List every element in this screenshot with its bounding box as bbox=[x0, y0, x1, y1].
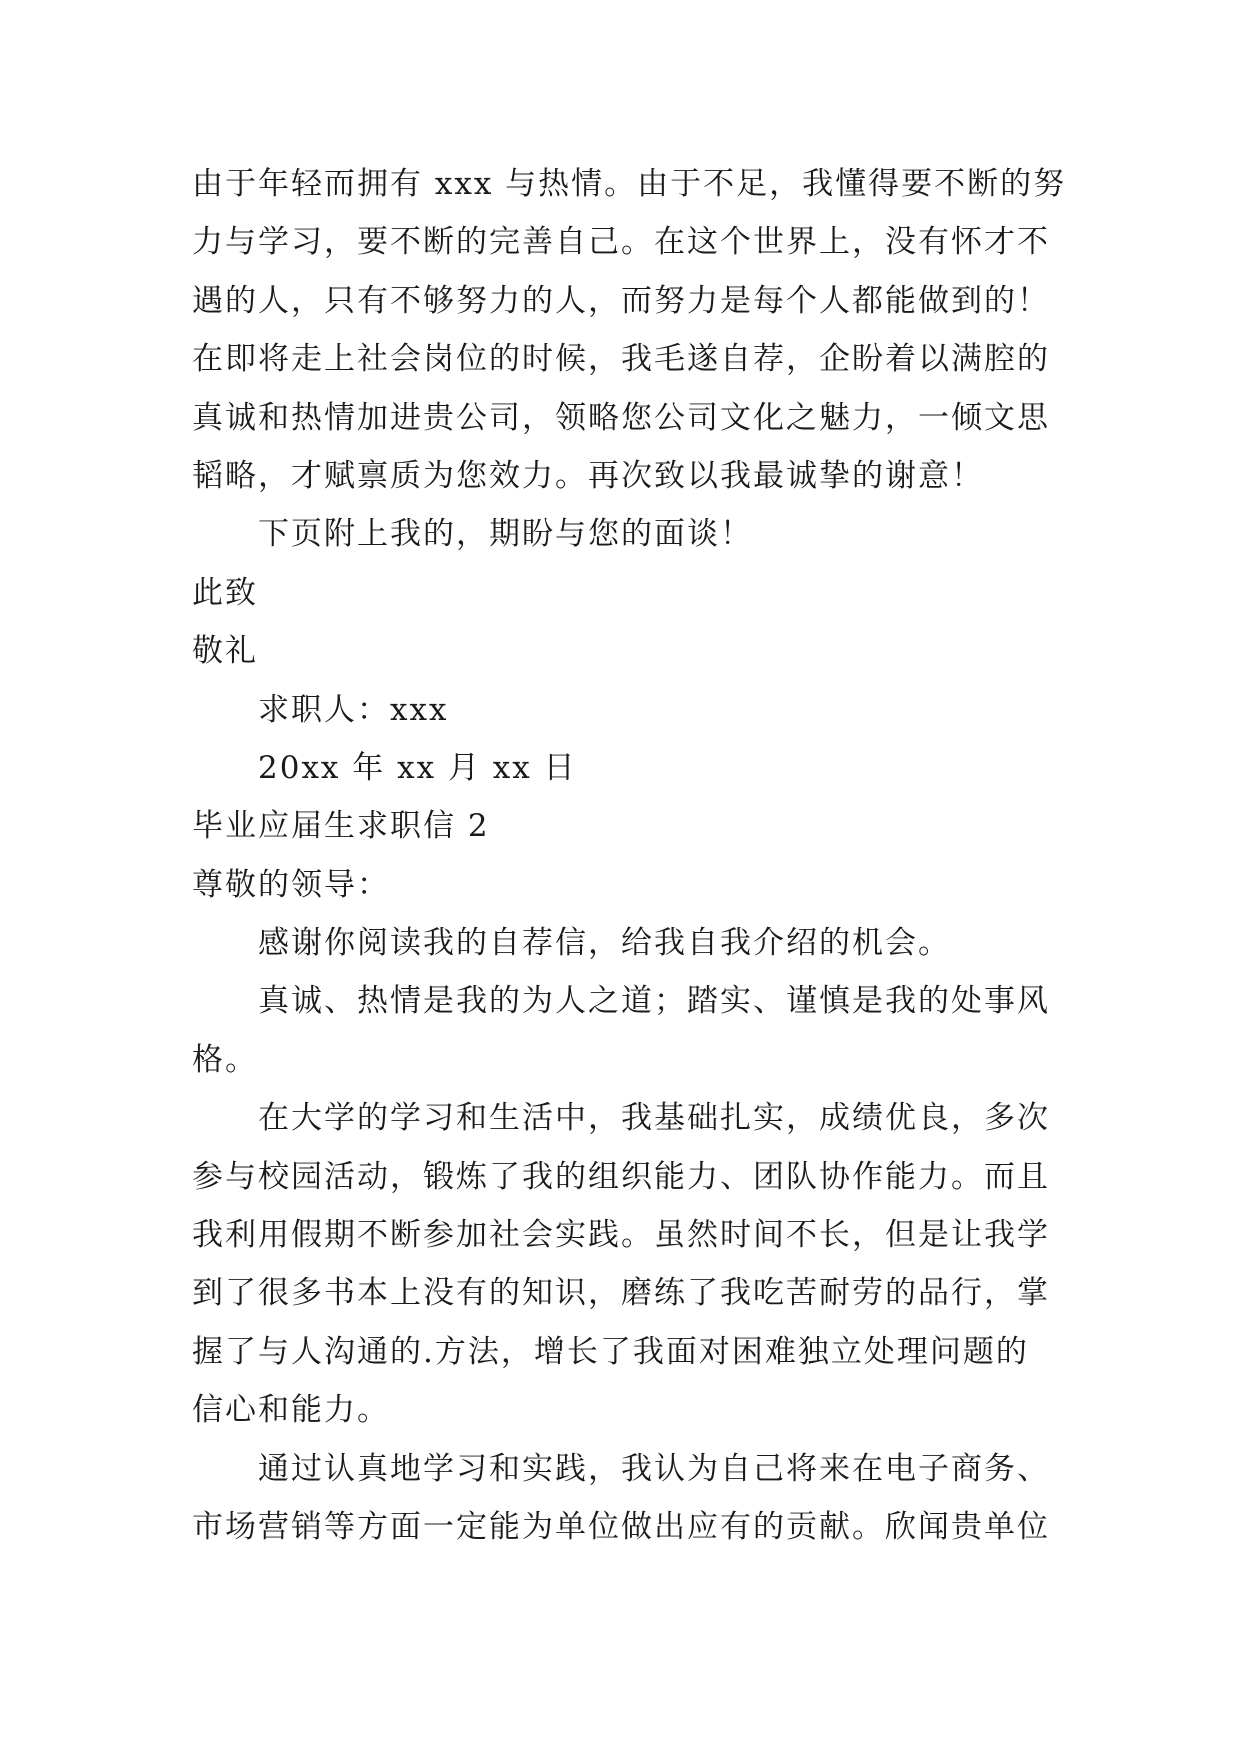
text-line: 由于年轻而拥有 xxx 与热情。由于不足，我懂得要不断的努 bbox=[192, 166, 1067, 202]
text-line: 韬略，才赋禀质为您效力。再次致以我最诚挚的谢意！ bbox=[192, 457, 984, 494]
text-line: 市场营销等方面一定能为单位做出应有的贡献。欣闻贵单位 bbox=[192, 1508, 1050, 1545]
text-line: 真诚、热情是我的为人之道；踏实、谨慎是我的处事风 bbox=[258, 983, 1050, 1020]
text-line: 感谢你阅读我的自荐信，给我自我介绍的机会。 bbox=[258, 925, 951, 962]
text-line: 敬礼 bbox=[192, 633, 258, 670]
text-line: 通过认真地学习和实践，我认为自己将来在电子商务、 bbox=[258, 1450, 1050, 1487]
text-line: 在即将走上社会岗位的时候，我毛遂自荐，企盼着以满腔的 bbox=[192, 341, 1050, 378]
text-line: 格。 bbox=[192, 1041, 258, 1078]
text-line: 此致 bbox=[192, 574, 258, 611]
text-line: 毕业应届生求职信 2 bbox=[192, 808, 490, 845]
text-line: 在大学的学习和生活中，我基础扎实，成绩优良，多次 bbox=[258, 1100, 1050, 1137]
text-line: 尊敬的领导： bbox=[192, 866, 390, 903]
text-line: 20xx 年 xx 月 xx 日 bbox=[258, 749, 577, 786]
text-line: 握了与人沟通的.方法，增长了我面对困难独立处理问题的 bbox=[192, 1333, 1029, 1370]
text-line: 力与学习，要不断的完善自己。在这个世界上，没有怀才不 bbox=[192, 224, 1050, 261]
text-line: 遇的人，只有不够努力的人，而努力是每个人都能做到的！ bbox=[192, 282, 1050, 319]
text-line: 我利用假期不断参加社会实践。虽然时间不长，但是让我学 bbox=[192, 1217, 1050, 1254]
text-line: 真诚和热情加进贵公司，领略您公司文化之魅力，一倾文思 bbox=[192, 399, 1050, 436]
text-line: 信心和能力。 bbox=[192, 1392, 390, 1429]
text-line: 参与校园活动，锻炼了我的组织能力、团队协作能力。而且 bbox=[192, 1158, 1050, 1195]
text-line: 到了很多书本上没有的知识，磨练了我吃苦耐劳的品行，掌 bbox=[192, 1275, 1050, 1312]
document-body bbox=[192, 155, 1067, 1556]
text-line: 下页附上我的，期盼与您的面谈！ bbox=[258, 516, 753, 553]
text-line: 求职人：xxx bbox=[258, 691, 449, 728]
